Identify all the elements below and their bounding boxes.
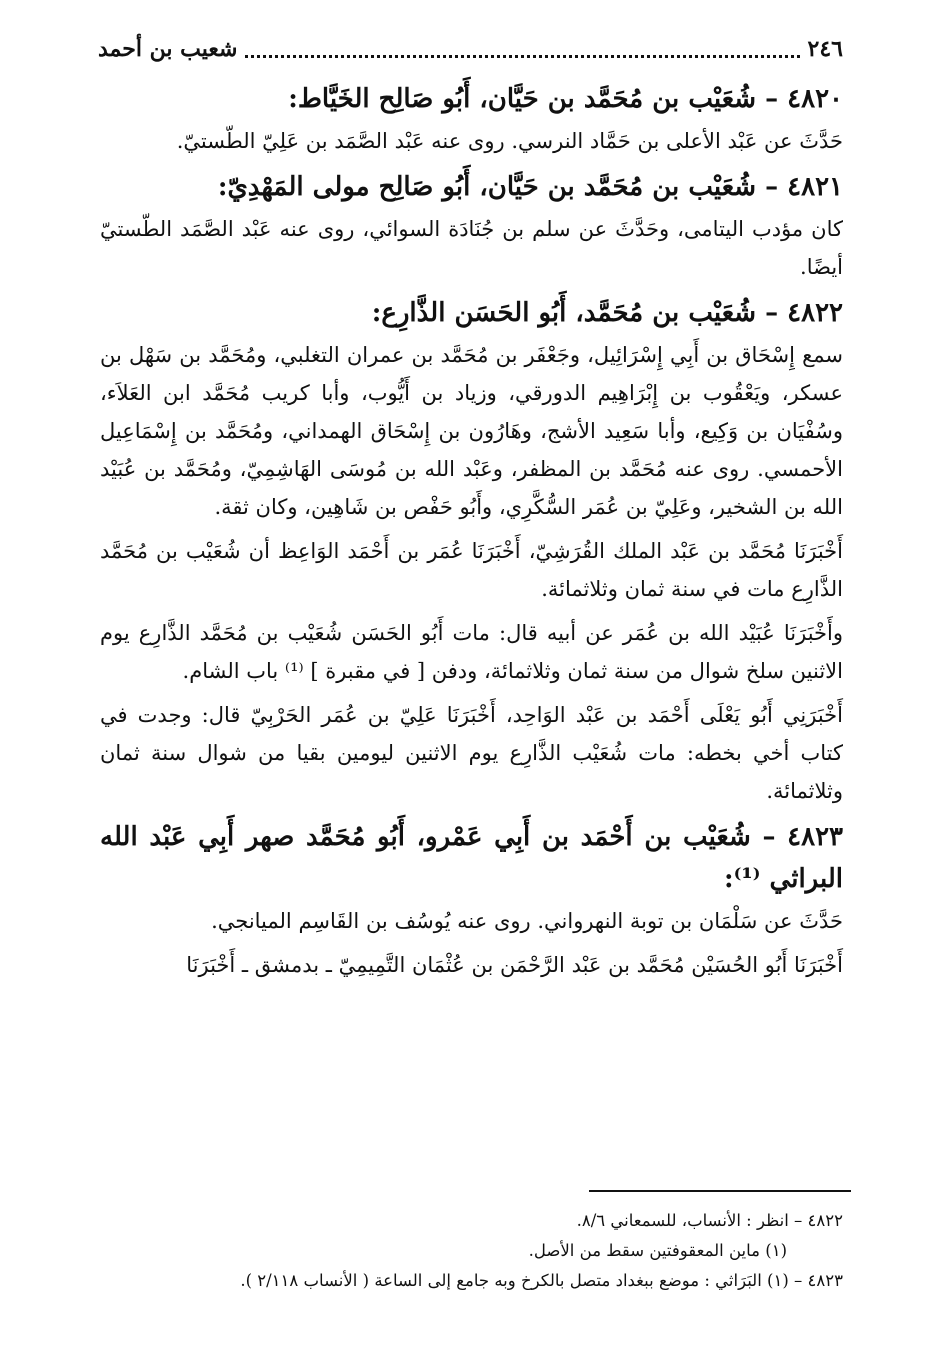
entry-paragraph: حَدَّثَ عن عَبْد الأعلى بن حَمَّاد النرسي. روى عنه عَبْد الصَّمَد بن عَلِيّ الطّستيّ. bbox=[176, 129, 843, 153]
footnotes bbox=[100, 1206, 843, 1296]
footnote: (١) ماين المعقوفتين سقط من الأصل. bbox=[528, 1241, 787, 1260]
entry-paragraph: كان مؤدب اليتامى، وحَدَّثَ عن سلم بن جُنَادَة السوائي، روى عنه عَبْد الصَّمَد الطّستيّ أيضًا. bbox=[100, 217, 843, 279]
entry-paragraph: وأَخْبَرَنَا عُبَيْد الله بن عُمَر عن أبيه قال: مات أَبُو الحَسَن شُعَيْب بن مُحَمَّد الذَّارِع يوم الاثنين سلخ شوال من سنة ثمان وثلاثمائة، ودفن [ في مقبرة ] ⁽¹⁾ باب الشام. bbox=[100, 621, 843, 683]
entry-paragraph: أَخْبَرَنَا مُحَمَّد بن عَبْد الملك القُرَشِيّ، أَخْبَرَنَا عُمَر بن أَحْمَد الوَاعِظ أن شُعَيْب بن مُحَمَّد الذَّارِع مات في سنة ثمان وثلاثمائة. bbox=[100, 539, 843, 601]
entry-paragraph: أَخْبَرَنَا أَبُو الحُسَيْن مُحَمَّد بن عَبْد الرَّحْمَن بن عُثْمَان التَّمِيمِيّ ـ بدمشق ـ أَخْبَرَنَا bbox=[186, 953, 843, 977]
running-header bbox=[98, 32, 843, 66]
entry-heading: ٤٨٢٣ – شُعَيْب بن أَحْمَد بن أَبِي عَمْرو، أَبُو مُحَمَّد صهر أَبِي عَبْد الله البراثي ⁽¹⁾: bbox=[100, 822, 843, 894]
header-dot-leader bbox=[245, 41, 799, 58]
footnote: ٤٨٢٢ – انظر : الأنساب، للسمعاني ٨/٦. bbox=[576, 1211, 843, 1230]
page-number: ٢٤٦ bbox=[807, 36, 843, 62]
entry-paragraph: حَدَّثَ عن سَلْمَان بن توبة النهرواني. روى عنه يُوسُف بن القَاسِم الميانجي. bbox=[211, 909, 843, 933]
entry-paragraph: أَخْبَرَنِي أَبُو يَعْلَى أَحْمَد بن عَبْد الوَاحِد، أَخْبَرَنَا عَلِيّ بن عُمَر الحَرْبِيّ قال: وجدت في كتاب أخي بخطه: مات شُعَيْب الذَّارِع يوم الاثنين ليومين بقيا من شوال سنة ثمان وثلاثمائة. bbox=[100, 703, 843, 803]
entry-heading: ٤٨٢٢ – شُعَيْب بن مُحَمَّد، أَبُو الحَسَن الذَّارِع: bbox=[371, 298, 843, 328]
main-text bbox=[100, 74, 843, 990]
footnote: ٤٨٢٣ – (١) البَرَاثي : موضع ببغداد متصل بالكرخ وبه جامع إلى الساعة ( الأنساب ٢/١١٨ ). bbox=[240, 1271, 843, 1290]
entry-paragraph: سمع إِسْحَاق بن أَبِي إِسْرَائِيل، وجَعْفَر بن مُحَمَّد بن عمران التغلبي، ومُحَمَّد بن سَهْل بن عسكر، ويَعْقُوب بن إِبْرَاهِيم الدورقي، وزياد بن أَيُّوب، وأبا كريب مُحَمَّد ابن العَلاَء، وسُفْيَان بن وَكِيع، وأبا سَعِيد الأشج، وهَارُون بن إِسْحَاق الهمداني، ومُحَمَّد بن إِسْمَاعِيل الأحمسي. روى عنه مُحَمَّد بن المظفر، وعَبْد الله بن مُوسَى الهَاشِمِيّ، ومُحَمَّد بن عُبَيْد الله بن الشخير، وعَلِيّ بن عُمَر السُّكَّرِي، وأَبُو حَفْص بن شَاهِين، وكان ثقة. bbox=[100, 343, 843, 519]
entry-heading: ٤٨٢٠ – شُعَيْب بن مُحَمَّد بن حَيَّان، أَبُو صَالِح الخَيَّاط: bbox=[288, 84, 843, 114]
entry-heading: ٤٨٢١ – شُعَيْب بن مُحَمَّد بن حَيَّان، أَبُو صَالِح مولى المَهْدِيّ: bbox=[217, 172, 843, 202]
footnote-separator bbox=[589, 1190, 851, 1192]
running-title: شعيب بن أحمد bbox=[98, 36, 238, 62]
